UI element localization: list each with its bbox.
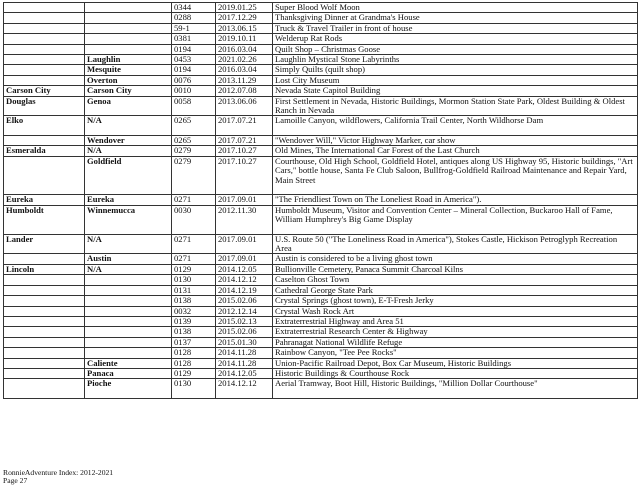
- date-cell: 2013.06.06: [216, 96, 273, 116]
- county-cell: [4, 296, 85, 306]
- table-row: [4, 254, 638, 264]
- id-cell: 0288: [172, 13, 216, 23]
- city-cell: [85, 13, 172, 23]
- desc-cell: Laughlin Mystical Stone Labyrinths: [273, 55, 638, 65]
- desc-cell: Thanksgiving Dinner at Grandma's House: [273, 13, 638, 23]
- desc-cell: Caselton Ghost Town: [273, 275, 638, 285]
- id-cell: 0032: [172, 306, 216, 316]
- table-row: [4, 337, 638, 347]
- county-cell: Eureka: [4, 195, 85, 205]
- date-cell: 2012.11.30: [216, 205, 273, 234]
- table-row: [4, 156, 638, 194]
- table-row: [4, 195, 638, 205]
- city-cell: Goldfield: [85, 156, 172, 194]
- city-cell: [85, 348, 172, 358]
- county-cell: Lincoln: [4, 264, 85, 274]
- county-cell: Esmeralda: [4, 146, 85, 156]
- city-cell: Laughlin: [85, 55, 172, 65]
- id-cell: 0138: [172, 296, 216, 306]
- table-row: [4, 205, 638, 234]
- table-row: [4, 75, 638, 85]
- date-cell: 2017.10.27: [216, 146, 273, 156]
- desc-cell: Courthouse, Old High School, Goldfield Hotel, antiques along US Highway 95, Historic buildings, "Art Cars," bottle house, Santa Fe Club Saloon, Bullfrog-Goldfield Railroad Maintenance and Repair Yard, Main Street: [273, 156, 638, 194]
- table-row: [4, 13, 638, 23]
- date-cell: 2015.01.30: [216, 337, 273, 347]
- id-cell: 0271: [172, 234, 216, 254]
- table-row: [4, 368, 638, 378]
- id-cell: 0279: [172, 156, 216, 194]
- table-row: [4, 136, 638, 146]
- city-cell: Carson City: [85, 86, 172, 96]
- id-cell: 0137: [172, 337, 216, 347]
- id-cell: 0265: [172, 116, 216, 136]
- id-cell: 0271: [172, 195, 216, 205]
- date-cell: 2014.11.28: [216, 358, 273, 368]
- desc-cell: Truck & Travel Trailer in front of house: [273, 23, 638, 33]
- date-cell: 2019.10.11: [216, 34, 273, 44]
- id-cell: 0130: [172, 379, 216, 399]
- county-cell: [4, 156, 85, 194]
- desc-cell: U.S. Route 50 ("The Loneliness Road in America"), Stokes Castle, Hickison Petroglyph Recreation Area: [273, 234, 638, 254]
- id-cell: 0138: [172, 327, 216, 337]
- date-cell: 2019.01.25: [216, 3, 273, 13]
- city-cell: Pioche: [85, 379, 172, 399]
- county-cell: [4, 44, 85, 54]
- desc-cell: Welderup Rat Rods: [273, 34, 638, 44]
- date-cell: 2016.03.04: [216, 65, 273, 75]
- desc-cell: Extraterrestrial Research Center & Highway: [273, 327, 638, 337]
- table-row: [4, 379, 638, 399]
- date-cell: 2014.12.12: [216, 275, 273, 285]
- table-row: [4, 34, 638, 44]
- county-cell: [4, 23, 85, 33]
- county-cell: Lander: [4, 234, 85, 254]
- table-row: [4, 316, 638, 326]
- table-row: [4, 264, 638, 274]
- id-cell: 0129: [172, 264, 216, 274]
- date-cell: 2014.12.05: [216, 264, 273, 274]
- table-row: [4, 348, 638, 358]
- desc-cell: First Settlement in Nevada, Historic Buildings, Mormon Station State Park, Oldest Building & Oldest Ranch in Nevada: [273, 96, 638, 116]
- desc-cell: Old Mines, The International Car Forest of the Last Church: [273, 146, 638, 156]
- id-cell: 0279: [172, 146, 216, 156]
- city-cell: [85, 275, 172, 285]
- city-cell: [85, 306, 172, 316]
- desc-cell: Simply Quilts (quilt shop): [273, 65, 638, 75]
- table-row: [4, 116, 638, 136]
- table-row: [4, 306, 638, 316]
- table-row: [4, 327, 638, 337]
- table-row: [4, 55, 638, 65]
- county-cell: [4, 379, 85, 399]
- id-cell: 0129: [172, 368, 216, 378]
- county-cell: [4, 337, 85, 347]
- footer-index-title: RonnieAdventure Index: 2012-2021: [3, 468, 114, 477]
- date-cell: 2017.10.27: [216, 156, 273, 194]
- id-cell: 0265: [172, 136, 216, 146]
- date-cell: 2013.11.29: [216, 75, 273, 85]
- date-cell: 2017.07.21: [216, 116, 273, 136]
- desc-cell: Historic Buildings & Courthouse Rock: [273, 368, 638, 378]
- county-cell: [4, 306, 85, 316]
- desc-cell: "Wendover Will," Victor Highway Marker, car show: [273, 136, 638, 146]
- city-cell: [85, 23, 172, 33]
- desc-cell: Humboldt Museum, Visitor and Convention Center – Mineral Collection, Buckaroo Hall of Fame, William Humphrey's Big Game Display: [273, 205, 638, 234]
- id-cell: 0194: [172, 65, 216, 75]
- desc-cell: Union-Pacific Railroad Depot, Box Car Museum, Historic Buildings: [273, 358, 638, 368]
- city-cell: Genoa: [85, 96, 172, 116]
- date-cell: 2014.11.28: [216, 348, 273, 358]
- county-cell: [4, 358, 85, 368]
- date-cell: 2015.02.06: [216, 327, 273, 337]
- city-cell: Overton: [85, 75, 172, 85]
- county-cell: [4, 136, 85, 146]
- city-cell: [85, 316, 172, 326]
- county-cell: Carson City: [4, 86, 85, 96]
- city-cell: Austin: [85, 254, 172, 264]
- date-cell: 2016.03.04: [216, 44, 273, 54]
- city-cell: [85, 44, 172, 54]
- table-row: [4, 3, 638, 13]
- id-cell: 0453: [172, 55, 216, 65]
- id-cell: 0128: [172, 358, 216, 368]
- county-cell: Humboldt: [4, 205, 85, 234]
- county-cell: [4, 3, 85, 13]
- footer-page-number: Page 27: [3, 476, 28, 485]
- city-cell: Winnemucca: [85, 205, 172, 234]
- table-row: [4, 23, 638, 33]
- desc-cell: Pahranagat National Wildlife Refuge: [273, 337, 638, 347]
- city-cell: N/A: [85, 234, 172, 254]
- county-cell: [4, 34, 85, 44]
- desc-cell: Super Blood Wolf Moon: [273, 3, 638, 13]
- id-cell: 0010: [172, 86, 216, 96]
- table-row: [4, 358, 638, 368]
- date-cell: 2017.09.01: [216, 195, 273, 205]
- county-cell: [4, 327, 85, 337]
- county-cell: [4, 275, 85, 285]
- desc-cell: Rainbow Canyon, "Tee Pee Rocks": [273, 348, 638, 358]
- date-cell: 2014.12.12: [216, 379, 273, 399]
- date-cell: 2014.12.05: [216, 368, 273, 378]
- city-cell: N/A: [85, 146, 172, 156]
- id-cell: 0271: [172, 254, 216, 264]
- county-cell: [4, 316, 85, 326]
- id-cell: 59-1: [172, 23, 216, 33]
- county-cell: [4, 65, 85, 75]
- id-cell: 0381: [172, 34, 216, 44]
- table-row: [4, 65, 638, 75]
- desc-cell: Lost City Museum: [273, 75, 638, 85]
- table-row: [4, 285, 638, 295]
- desc-cell: Aerial Tramway, Boot Hill, Historic Buildings, "Million Dollar Courthouse": [273, 379, 638, 399]
- desc-cell: Cathedral George State Park: [273, 285, 638, 295]
- date-cell: 2015.02.06: [216, 296, 273, 306]
- date-cell: 2015.02.13: [216, 316, 273, 326]
- id-cell: 0030: [172, 205, 216, 234]
- city-cell: [85, 327, 172, 337]
- table-row: [4, 296, 638, 306]
- county-cell: [4, 75, 85, 85]
- county-cell: Elko: [4, 116, 85, 136]
- city-cell: Wendover: [85, 136, 172, 146]
- city-cell: Caliente: [85, 358, 172, 368]
- table-row: [4, 44, 638, 54]
- table-body: [4, 3, 638, 399]
- desc-cell: Nevada State Capitol Building: [273, 86, 638, 96]
- date-cell: 2012.12.14: [216, 306, 273, 316]
- desc-cell: "The Friendliest Town on The Loneliest Road in America").: [273, 195, 638, 205]
- city-cell: [85, 285, 172, 295]
- id-cell: 0139: [172, 316, 216, 326]
- id-cell: 0076: [172, 75, 216, 85]
- county-cell: [4, 348, 85, 358]
- desc-cell: Crystal Wash Rock Art: [273, 306, 638, 316]
- date-cell: 2013.06.15: [216, 23, 273, 33]
- county-cell: [4, 13, 85, 23]
- id-cell: 0058: [172, 96, 216, 116]
- desc-cell: Bullionville Cemetery, Panaca Summit Charcoal Kilns: [273, 264, 638, 274]
- id-cell: 0130: [172, 275, 216, 285]
- table-row: [4, 275, 638, 285]
- desc-cell: Lamoille Canyon, wildflowers, California Trail Center, North Wildhorse Dam: [273, 116, 638, 136]
- county-cell: Douglas: [4, 96, 85, 116]
- id-cell: 0131: [172, 285, 216, 295]
- city-cell: [85, 3, 172, 13]
- county-cell: [4, 55, 85, 65]
- city-cell: [85, 296, 172, 306]
- county-cell: [4, 285, 85, 295]
- desc-cell: Quilt Shop – Christmas Goose: [273, 44, 638, 54]
- date-cell: 2021.02.26: [216, 55, 273, 65]
- date-cell: 2017.12.29: [216, 13, 273, 23]
- city-cell: N/A: [85, 116, 172, 136]
- id-cell: 0194: [172, 44, 216, 54]
- city-cell: Eureka: [85, 195, 172, 205]
- county-cell: [4, 368, 85, 378]
- date-cell: 2014.12.19: [216, 285, 273, 295]
- id-cell: 0344: [172, 3, 216, 13]
- city-cell: Panaca: [85, 368, 172, 378]
- city-cell: Mesquite: [85, 65, 172, 75]
- date-cell: 2017.07.21: [216, 136, 273, 146]
- county-cell: [4, 254, 85, 264]
- table-row: [4, 96, 638, 116]
- date-cell: 2017.09.01: [216, 234, 273, 254]
- desc-cell: Austin is considered to be a living ghost town: [273, 254, 638, 264]
- id-cell: 0128: [172, 348, 216, 358]
- date-cell: 2017.09.01: [216, 254, 273, 264]
- table-row: [4, 146, 638, 156]
- city-cell: N/A: [85, 264, 172, 274]
- table-row: [4, 86, 638, 96]
- index-table: [3, 2, 638, 399]
- date-cell: 2012.07.08: [216, 86, 273, 96]
- city-cell: [85, 34, 172, 44]
- desc-cell: Extraterrestrial Highway and Area 51: [273, 316, 638, 326]
- desc-cell: Crystal Springs (ghost town), E-T-Fresh Jerky: [273, 296, 638, 306]
- table-row: [4, 234, 638, 254]
- city-cell: [85, 337, 172, 347]
